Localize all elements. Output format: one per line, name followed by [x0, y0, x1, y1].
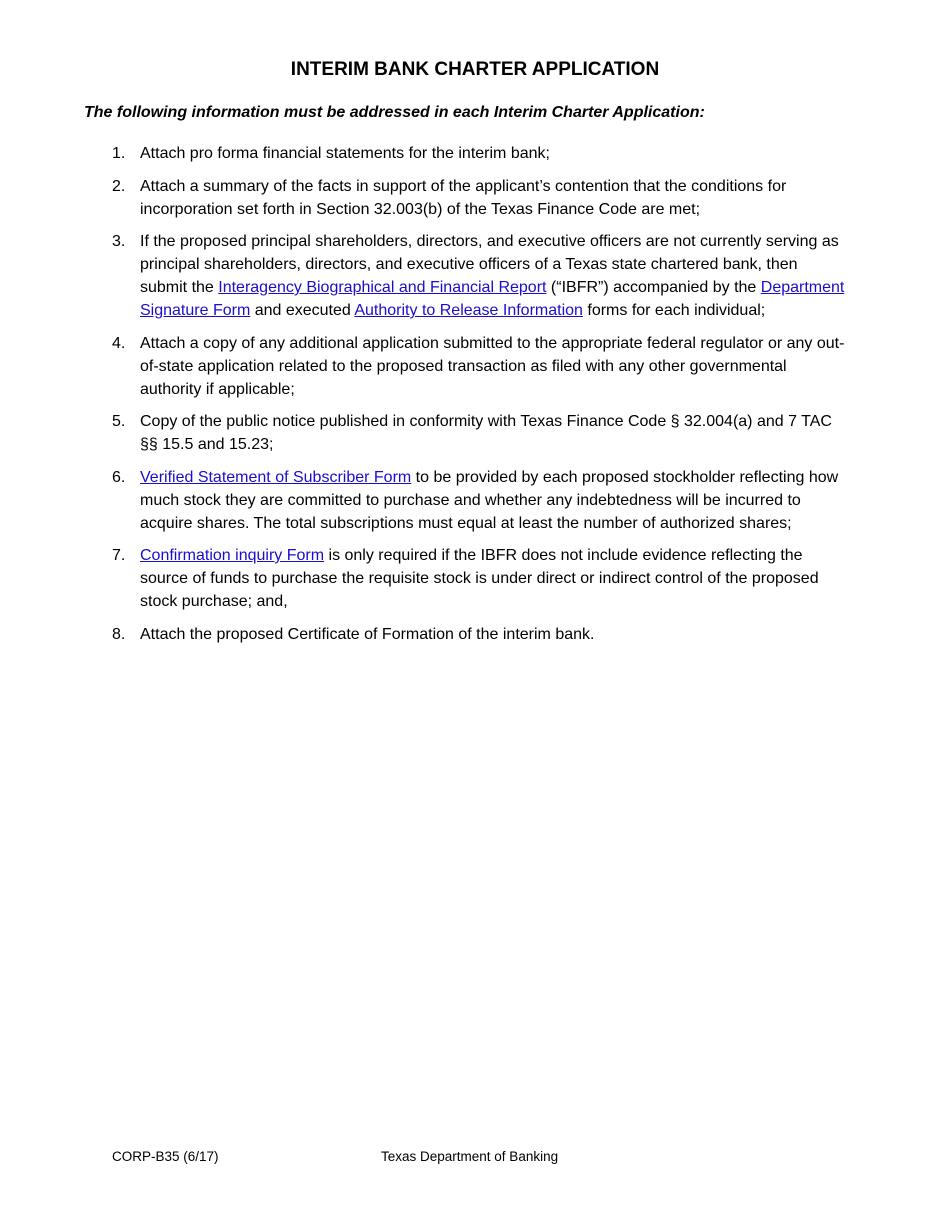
item-number: 7. [112, 547, 126, 564]
page-title: INTERIM BANK CHARTER APPLICATION [290, 59, 660, 80]
confirmation-inquiry-form-link[interactable]: Confirmation inquiry Form [140, 547, 325, 564]
item-number: 6. [112, 468, 126, 486]
authority-to-release-information-link[interactable]: Authority to Release Information [354, 302, 583, 319]
verified-statement-of-subscriber-form-link[interactable]: Verified Statement of Subscriber Form [140, 468, 412, 486]
item-text [140, 230, 847, 322]
item-text: Attach pro forma financial statements for the interim bank; [140, 145, 550, 162]
list-item-8 [112, 623, 847, 646]
list-item-1 [112, 142, 847, 165]
item-number: 2. [112, 177, 126, 195]
list-item-2 [112, 175, 847, 221]
item-text-segment: is only required if the IBFR does not include evidence reflecting the source of funds to purchase the requisite stock is under direct or indirect control of the proposed stock purchase; and, [140, 547, 819, 610]
item-text: Copy of the public notice published in conformity with Texas Finance Code § 32.004(a) and 7 TAC §§ 15.5 and 15.23; [140, 413, 832, 453]
form-code: CORP-B35 (6/17) [112, 1149, 219, 1164]
item-text-segment: (“IBFR”) accompanied by the [546, 279, 761, 296]
item-text: Attach a copy of any additional application submitted to the appropriate federal regulator or any out-of-state application related to the proposed transaction as filed with any other governmental authority if applicable; [140, 334, 845, 398]
item-number: 1. [112, 145, 126, 162]
item-number: 8. [112, 625, 126, 643]
item-text: Attach a summary of the facts in support of the applicant’s contention that the conditions for incorporation set forth in Section 32.003(b) of the Texas Finance Code are met; [140, 177, 787, 218]
item-text-segment: to be provided by each proposed stockholder reflecting how much stock they are committed to purchase and whether any indebtedness will be incurred to acquire shares. The total subscriptions must equal at least the number of authorized shares; [140, 468, 839, 532]
item-text-segment: If the proposed principal shareholders, directors, and executive officers are not currently serving as principal shareholders, directors, and executive officers of a Texas state chartered bank, then submit the [140, 233, 839, 296]
organization-name: Texas Department of Banking [381, 1149, 559, 1164]
list-item-3 [112, 230, 847, 322]
intro-heading: The following information must be addressed in each Interim Charter Application: [84, 104, 705, 121]
item-text [140, 544, 847, 613]
ibfr-link[interactable]: Interagency Biographical and Financial Report [218, 279, 547, 296]
item-text: Attach the proposed Certificate of Formation of the interim bank. [140, 625, 595, 643]
list-item-6 [112, 466, 847, 535]
item-text-segment: forms for each individual; [582, 302, 766, 319]
requirements-list [112, 142, 847, 655]
item-text [140, 466, 847, 535]
item-number: 5. [112, 413, 126, 430]
item-number: 4. [112, 334, 126, 352]
list-item-7 [112, 544, 847, 613]
item-number: 3. [112, 233, 126, 250]
item-text-segment: and executed [250, 302, 355, 319]
list-item-4 [112, 332, 847, 401]
department-signature-form-link[interactable]: Department Signature Form [140, 279, 845, 319]
list-item-5 [112, 410, 847, 456]
